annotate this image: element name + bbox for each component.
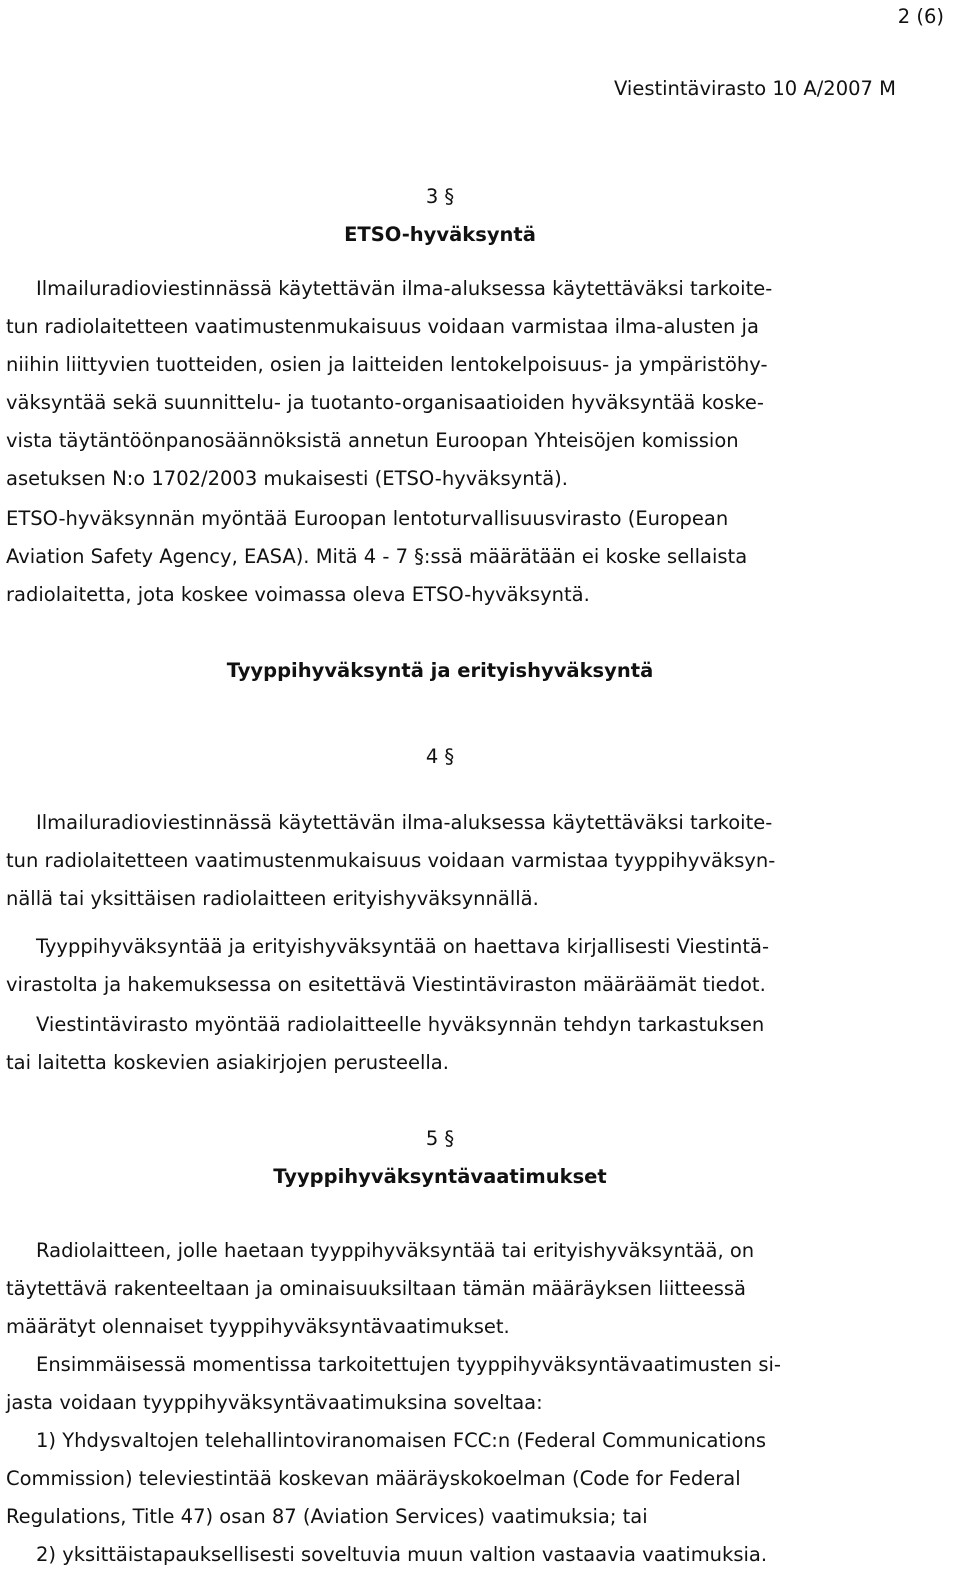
document-reference: Viestintävirasto 10 A/2007 M [614, 77, 896, 100]
section-4-paragraph-2 [6, 928, 769, 1004]
text-line: Radiolaitteen, jolle haetaan tyyppihyväksyntää tai erityishyväksyntää, on [36, 1239, 755, 1262]
section-3-paragraph-1 [6, 270, 772, 498]
section-5-number: 5 § [425, 1127, 455, 1150]
section-4-paragraph-1 [6, 804, 775, 918]
section-4-number: 4 § [425, 745, 455, 768]
text-line: määrätyt olennaiset tyyppihyväksyntävaatimukset. [6, 1315, 510, 1338]
text-line: virastolta ja hakemuksessa on esitettävä Viestintäviraston määräämät tiedot. [6, 973, 766, 996]
section-3-paragraph-2 [6, 500, 747, 614]
page-number: 2 (6) [897, 5, 944, 28]
text-line: Viestintävirasto myöntää radiolaitteelle hyväksynnän tehdyn tarkastuksen [36, 1013, 765, 1036]
text-line: täytettävä rakenteeltaan ja ominaisuuksiltaan tämän määräyksen liitteessä [6, 1277, 747, 1300]
text-line: 2) yksittäistapauksellisesti soveltuvia muun valtion vastaavia vaatimuksia. [36, 1543, 768, 1566]
text-line: Tyyppihyväksyntää ja erityishyväksyntää on haettava kirjallisesti Viestintä- [36, 935, 770, 958]
text-line: asetuksen N:o 1702/2003 mukaisesti (ETSO-hyväksyntä). [6, 467, 568, 490]
text-line: vista täytäntöönpanosäännöksistä annetun Euroopan Yhteisöjen komission [6, 429, 739, 452]
section-5-paragraph-1 [6, 1232, 754, 1346]
text-line: Commission) televiestintää koskevan määräyskokoelman (Code for Federal [6, 1467, 741, 1490]
text-line: nällä tai yksittäisen radiolaitteen erityishyväksynnällä. [6, 887, 539, 910]
text-line: Aviation Safety Agency, EASA). Mitä 4 - 7 §:ssä määrätään ei koske sellaista [6, 545, 748, 568]
text-line: jasta voidaan tyyppihyväksyntävaatimuksina soveltaa: [6, 1391, 543, 1414]
text-line: tun radiolaitetteen vaatimustenmukaisuus voidaan varmistaa tyyppihyväksyn- [6, 849, 776, 872]
text-line: Regulations, Title 47) osan 87 (Aviation Services) vaatimuksia; tai [6, 1505, 648, 1528]
text-line: radiolaitetta, jota koskee voimassa oleva ETSO-hyväksyntä. [6, 583, 590, 606]
text-line: ETSO-hyväksynnän myöntää Euroopan lentoturvallisuusvirasto (European [6, 507, 729, 530]
section-4-paragraph-3 [6, 1006, 764, 1082]
text-line: 1) Yhdysvaltojen telehallintoviranomaisen FCC:n (Federal Communications [36, 1429, 767, 1452]
section-3-title: ETSO-hyväksyntä [344, 223, 536, 246]
section-5-paragraph-2 [6, 1346, 781, 1422]
text-line: tai laitetta koskevien asiakirjojen perusteella. [6, 1051, 449, 1074]
text-line: Ensimmäisessä momentissa tarkoitettujen tyyppihyväksyntävaatimusten si- [36, 1353, 781, 1376]
text-line: Ilmailuradioviestinnässä käytettävän ilma-aluksessa käytettäväksi tarkoite- [36, 277, 773, 300]
text-line: Ilmailuradioviestinnässä käytettävän ilma-aluksessa käytettäväksi tarkoite- [36, 811, 773, 834]
list-item-1 [6, 1422, 766, 1536]
section-4-heading: Tyyppihyväksyntä ja erityishyväksyntä [226, 659, 654, 682]
text-line: niihin liittyvien tuotteiden, osien ja laitteiden lentokelpoisuus- ja ympäristöhy- [6, 353, 768, 376]
text-line: tun radiolaitetteen vaatimustenmukaisuus voidaan varmistaa ilma-alusten ja [6, 315, 759, 338]
section-5-title: Tyyppihyväksyntävaatimukset [273, 1165, 607, 1188]
text-line: väksyntää sekä suunnittelu- ja tuotanto-organisaatioiden hyväksyntää koske- [6, 391, 764, 414]
list-item-2 [6, 1536, 767, 1574]
section-3-number: 3 § [425, 185, 455, 208]
